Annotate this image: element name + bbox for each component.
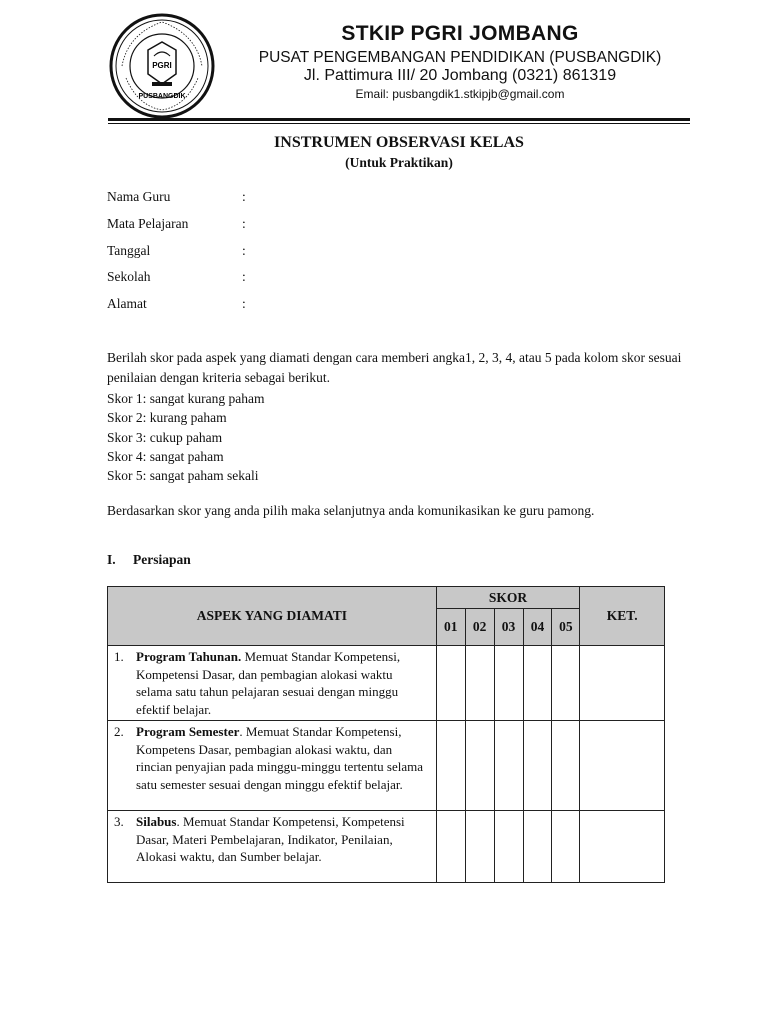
institution-name: STKIP PGRI JOMBANG [341,22,579,45]
score-cell[interactable] [465,721,494,811]
aspect-number: 2. [114,724,124,739]
score-criteria-list [107,389,264,485]
aspect-description: . Memuat Standar Kompetensi, Kompetensi Dasar, Materi Pembelajaran, Indikator, Penilaian, Alokasi waktu, dan Sumber belajar. [136,814,405,864]
score-cell[interactable] [552,811,580,883]
field-colon: : [242,296,246,311]
table-row [108,811,665,883]
score-criterion: Skor 5: sangat paham sekali [107,468,259,484]
score-cell[interactable] [552,721,580,811]
score-column-05: 05 [552,609,580,646]
column-header-ket: KET. [580,587,665,646]
score-cell[interactable] [465,646,494,721]
field-colon: : [242,269,246,284]
score-column-04: 04 [523,609,552,646]
aspect-cell [108,811,437,883]
observation-table [107,586,665,883]
field-label-mata-pelajaran: Mata Pelajaran [107,216,189,231]
aspect-description: . Memuat Standar Kompetensi, Kompetens Dasar, pembagian alokasi waktu, dan rincian penyajian pada minggu-minggu tertentu selama satu semester sesuai dengan minggu efektif belajar. [136,724,423,792]
field-label-sekolah: Sekolah [107,269,151,284]
institution-address: Jl. Pattimura III/ 20 Jombang (0321) 861319 [303,67,617,84]
score-cell[interactable] [436,721,465,811]
score-criterion: Skor 1: sangat kurang paham [107,391,265,406]
section-title: Persiapan [133,552,191,567]
aspect-description: Memuat Standar Kompetensi, Kompetensi Dasar, dan pembagian alokasi waktu selama satu tahun pelajaran sesuai dengan minggu efektif belajar. [136,649,401,717]
field-label-alamat: Alamat [107,296,147,311]
field-colon: : [242,216,246,231]
score-cell[interactable] [436,646,465,721]
score-criterion: Skor 4: sangat paham [107,448,224,464]
aspect-title: Program Semester [136,724,240,739]
letterhead-rule-thin [108,123,690,124]
logo-center-text: PGRI [152,61,172,70]
aspect-number: 3. [114,814,124,829]
aspect-number: 1. [114,649,124,664]
instruction-paragraph: Berilah skor pada aspek yang diamati dengan cara memberi angka1, 2, 3, 4, atau 5 pada kolom skor sesuai penilaian dengan kriteria sebagai berikut. [107,350,682,385]
score-column-01: 01 [436,609,465,646]
column-header-skor: SKOR [436,587,579,609]
score-cell[interactable] [494,811,523,883]
aspect-cell [108,721,437,811]
table-row [108,646,665,721]
aspect-cell [108,646,437,721]
document-title: INSTRUMEN OBSERVASI KELAS [274,134,524,151]
letterhead-rule-thick [108,118,690,121]
score-cell[interactable] [523,811,552,883]
document-subtitle: (Untuk Praktikan) [345,155,453,170]
ket-cell[interactable] [580,646,665,721]
section-heading [107,552,191,568]
field-colon: : [242,243,246,258]
institution-unit: PUSAT PENGEMBANGAN PENDIDIKAN (PUSBANGDIK) [258,49,662,66]
score-cell[interactable] [523,721,552,811]
note-paragraph: Berdasarkan skor yang anda pilih maka selanjutnya anda komunikasikan ke guru pamong. [107,503,595,518]
score-cell[interactable] [494,721,523,811]
score-criterion: Skor 2: kurang paham [107,410,227,426]
field-label-nama-guru: Nama Guru [107,189,171,204]
score-criterion: Skor 3: cukup paham [107,429,223,445]
table-row [108,721,665,811]
score-cell[interactable] [436,811,465,883]
column-header-aspek: ASPEK YANG DIAMATI [108,587,437,646]
aspect-title: Silabus [136,814,177,829]
score-cell[interactable] [523,646,552,721]
aspect-title: Program Tahunan. [136,649,242,664]
logo-ring-text: PUSBANGDIK [138,93,186,100]
score-cell[interactable] [552,646,580,721]
score-cell[interactable] [465,811,494,883]
section-number: I. [107,552,116,567]
score-column-02: 02 [465,609,494,646]
ket-cell[interactable] [580,721,665,811]
ket-cell[interactable] [580,811,665,883]
field-label-tanggal: Tanggal [107,243,151,258]
field-colon: : [242,189,246,204]
institution-logo [108,12,216,120]
score-cell[interactable] [494,646,523,721]
score-column-03: 03 [494,609,523,646]
institution-email: Email: pusbangdik1.stkipjb@gmail.com [355,87,565,101]
